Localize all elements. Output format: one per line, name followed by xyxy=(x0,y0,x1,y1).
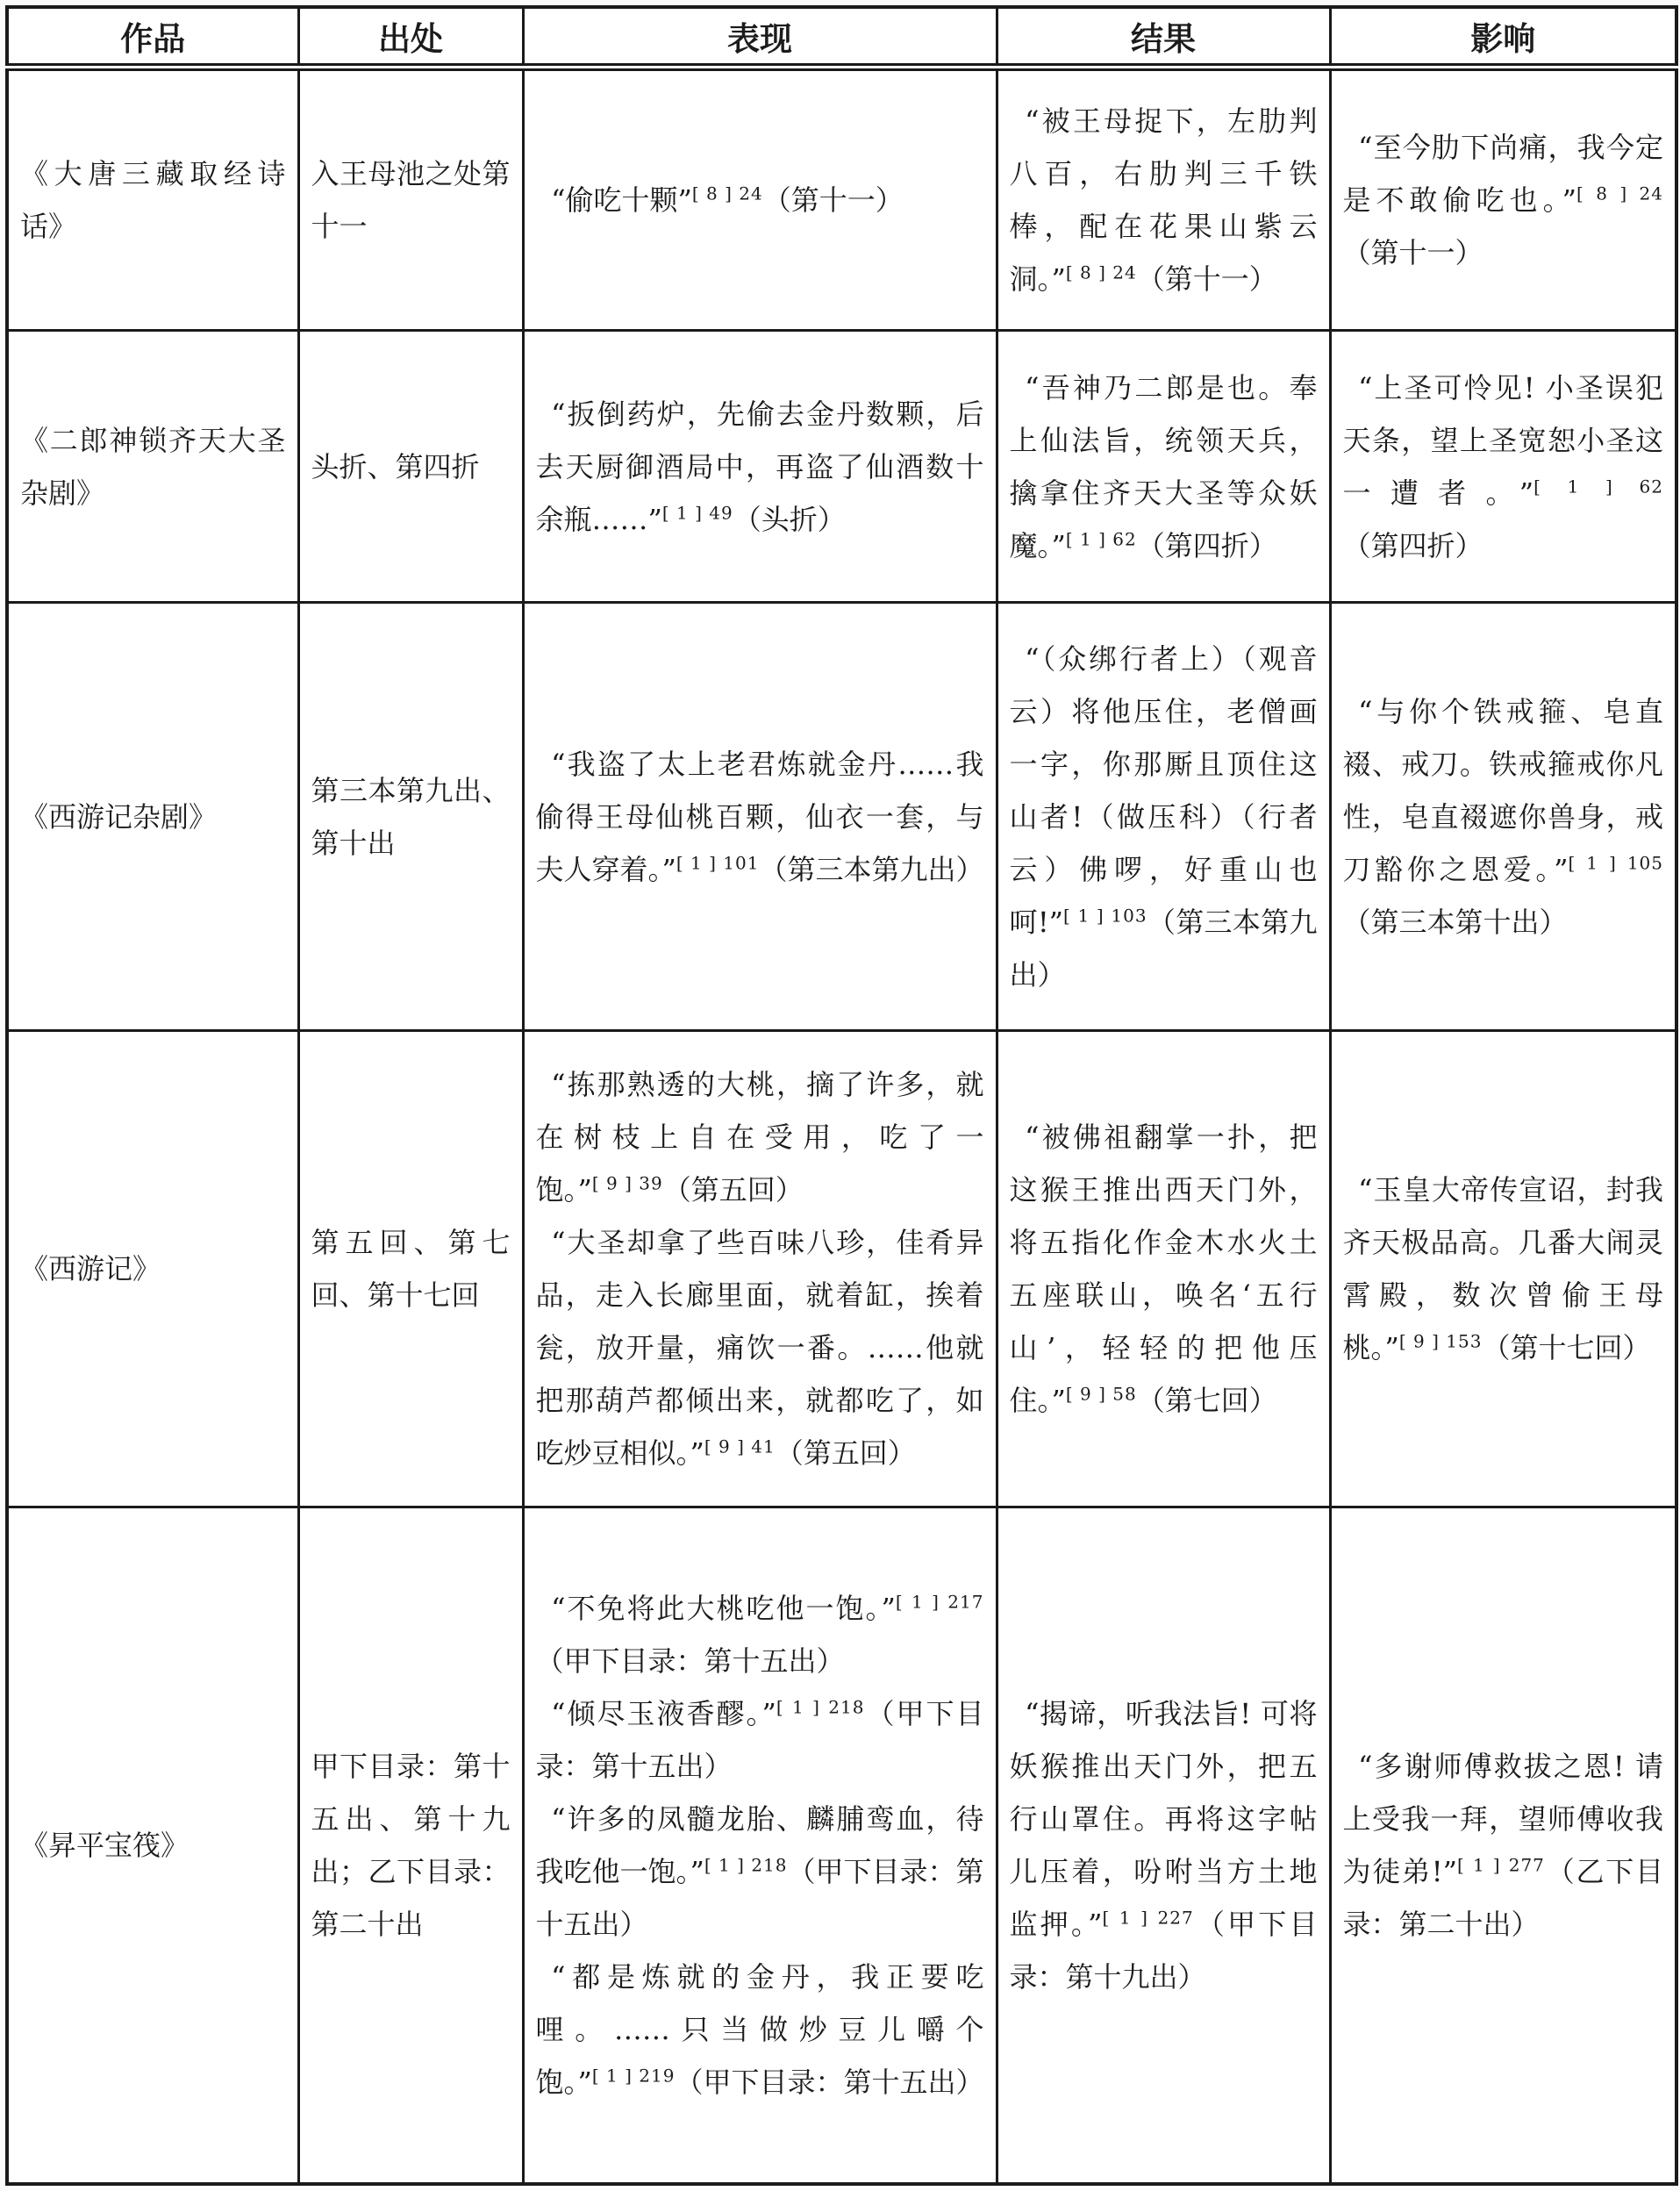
work-cell-text: 《西游记》 xyxy=(20,1252,161,1285)
citation-ref: [ 1 ] 101 xyxy=(676,851,760,873)
col-header-result: 结果 xyxy=(997,7,1330,68)
work-cell-text: 《大唐三藏取经诗话》 xyxy=(20,157,286,243)
result-cell xyxy=(997,1031,1330,1507)
performance-cell xyxy=(523,1031,997,1507)
citation-ref: [ 9 ] 153 xyxy=(1398,1330,1483,1352)
literature-table xyxy=(5,5,1678,2186)
quote-paragraph: “吾神乃二郎是也。奉上仙法旨，统领天兵，擒拿住齐天大圣等众妖魔。”$^{[ 1 ] 62}$（第四折） xyxy=(1009,370,1318,562)
quote-paragraph: “至今肋下尚痛，我今定是不敢偷吃也。”$^{[ 8 ] 24}$（第十一） xyxy=(1342,131,1663,269)
source-cell xyxy=(298,1031,523,1507)
result-cell xyxy=(997,331,1330,603)
source-cell xyxy=(298,603,523,1031)
table-row xyxy=(7,1031,1676,1507)
source-cell-text: 甲下目录：第十五出、第十九出；乙下目录：第二十出 xyxy=(311,1749,511,1941)
quote-paragraph: “倾尽玉液香醪。”$^{[ 1 ] 218}$（甲下目录：第十五出） xyxy=(535,1696,984,1783)
citation-ref: [ 9 ] 39 xyxy=(591,1172,663,1194)
quote-paragraph: “被王母捉下，左肋判八百，右肋判三千铁棒，配在花果山紫云洞。”$^{[ 8 ] 24}$（第十一） xyxy=(1009,104,1318,296)
citation-ref: [ 1 ] 218 xyxy=(776,1696,865,1718)
citation-ref: [ 1 ] 218 xyxy=(704,1854,788,1876)
quote-paragraph: “偷吃十颗”$^{[ 8 ] 24}$（第十一） xyxy=(551,183,904,217)
source-cell xyxy=(298,68,523,331)
quote-paragraph: “玉皇大帝传宣诏，封我齐天极品高。几番大闹灵霄殿，数次曾偷王母桃。”$^{[ 9 ] 153}$（第十七回） xyxy=(1342,1173,1663,1364)
citation-ref: [ 9 ] 58 xyxy=(1065,1383,1137,1405)
result-cell xyxy=(997,68,1330,331)
quote-paragraph: “多谢师傅救拔之恩! 请上受我一拜，望师傅收我为徒弟!”$^{[ 1 ] 277}$（乙下目录：第二十出） xyxy=(1342,1749,1663,1941)
citation-ref: [ 1 ] 219 xyxy=(591,2065,676,2087)
quote-paragraph: “与你个铁戒箍、皂直裰、戒刀。铁戒箍戒你凡性，皂直裰遮你兽身，戒刀豁你之恩爱。”$^{[ 1 ] 105}$（第三本第十出） xyxy=(1342,694,1663,939)
citation-ref: [ 1 ] 103 xyxy=(1063,904,1147,926)
influence-cell xyxy=(1330,1031,1676,1507)
work-cell xyxy=(7,331,298,603)
work-cell xyxy=(7,603,298,1031)
quote-paragraph: “我盗了太上老君炼就金丹……我偷得王母仙桃百颗，仙衣一套，与夫人穿着。”$^{[ 1 ] 101}$（第三本第九出） xyxy=(535,747,984,886)
table-header xyxy=(7,7,1676,68)
citation-ref: [ 8 ] 24 xyxy=(691,183,763,204)
citation-ref: [ 8 ] 24 xyxy=(1065,261,1137,283)
table-body xyxy=(7,68,1676,2184)
citation-ref: [ 1 ] 62 xyxy=(1065,527,1137,549)
source-cell-text: 第三本第九出、第十出 xyxy=(311,773,511,860)
quote-paragraph: “（众绑行者上）（观音云）将他压住，老僧画一字，你那厮且顶住这山者!（做压科）（行者云）佛啰，好重山也呵!”$^{[ 1 ] 103}$（第三本第九出） xyxy=(1009,641,1318,992)
performance-cell xyxy=(523,331,997,603)
work-cell xyxy=(7,68,298,331)
quote-paragraph: “揭谛，听我法旨! 可将妖猴推出天门外，把五行山罩住。再将这字帖儿压着，吩咐当方土地监押。”$^{[ 1 ] 227}$（甲下目录：第十九出） xyxy=(1009,1696,1318,1994)
influence-cell xyxy=(1330,1507,1676,2184)
quote-paragraph: “上圣可怜见! 小圣误犯天条，望上圣宽恕小圣这一遭者。”$^{[ 1 ] 62}$（第四折） xyxy=(1342,370,1663,562)
col-header-influence: 影响 xyxy=(1330,7,1676,68)
result-cell xyxy=(997,603,1330,1031)
work-cell xyxy=(7,1031,298,1507)
source-cell-text: 头折、第四折 xyxy=(311,449,480,483)
source-cell xyxy=(298,331,523,603)
work-cell xyxy=(7,1507,298,2184)
result-cell xyxy=(997,1507,1330,2184)
citation-ref: [ 1 ] 217 xyxy=(895,1591,984,1613)
citation-ref: [ 1 ] 49 xyxy=(661,501,733,523)
quote-paragraph: “大圣却拿了些百味八珍，佳肴异品，走入长廊里面，就着缸，挨着瓮，放开量，痛饮一番。……他就把那葫芦都倾出来，就都吃了，如吃炒豆相似。”$^{[ 9 ] 41}$（第五回） xyxy=(535,1226,984,1470)
citation-ref: [ 1 ] 105 xyxy=(1568,851,1663,873)
col-header-work: 作品 xyxy=(7,7,298,68)
citation-ref: [ 1 ] 227 xyxy=(1102,1907,1194,1929)
quote-paragraph: “不免将此大桃吃他一饱。”$^{[ 1 ] 217}$（甲下目录：第十五出） xyxy=(535,1591,984,1678)
col-header-performance: 表现 xyxy=(523,7,997,68)
table-row xyxy=(7,603,1676,1031)
performance-cell xyxy=(523,68,997,331)
work-cell-text: 《西游记杂剧》 xyxy=(20,799,218,834)
header-row xyxy=(7,7,1676,68)
performance-cell xyxy=(523,1507,997,2184)
performance-cell xyxy=(523,603,997,1031)
citation-ref: [ 1 ] 62 xyxy=(1533,475,1663,497)
citation-ref: [ 1 ] 277 xyxy=(1457,1854,1545,1876)
quote-paragraph: “扳倒药炉，先偷去金丹数颗，后去天厨御酒局中，再盗了仙酒数十余瓶……”$^{[ 1 ] 49}$（头折） xyxy=(535,397,984,536)
influence-cell xyxy=(1330,603,1676,1031)
work-cell-text: 《二郎神锁齐天大圣杂剧》 xyxy=(20,423,286,510)
quote-paragraph: “拣那熟透的大桃，摘了许多，就在树枝上自在受用，吃了一饱。”$^{[ 9 ] 39}$（第五回） xyxy=(535,1068,984,1206)
work-cell-text: 《昇平宝筏》 xyxy=(20,1828,189,1862)
quote-paragraph: “都是炼就的金丹，我正要吃哩。……只当做炒豆儿嚼个饱。”$^{[ 1 ] 219}$（甲下目录：第十五出） xyxy=(535,1959,984,2099)
table-row xyxy=(7,331,1676,603)
col-header-source: 出处 xyxy=(298,7,523,68)
citation-ref: [ 8 ] 24 xyxy=(1576,183,1663,204)
quote-paragraph: “许多的凤髓龙胎、麟脯鸾血，待我吃他一饱。”$^{[ 1 ] 218}$（甲下目录：第十五出） xyxy=(535,1801,984,1941)
source-cell-text: 第五回、第七回、第十七回 xyxy=(311,1226,511,1312)
influence-cell xyxy=(1330,68,1676,331)
table-row xyxy=(7,1507,1676,2184)
citation-ref: [ 9 ] 41 xyxy=(704,1436,776,1457)
source-cell-text: 入王母池之处第十一 xyxy=(311,157,511,243)
table-row xyxy=(7,68,1676,331)
quote-paragraph: “被佛祖翻掌一扑，把这猴王推出西天门外，将五指化作金木水火土五座联山，唤名‘五行山’，轻轻的把他压住。”$^{[ 9 ] 58}$（第七回） xyxy=(1009,1121,1318,1417)
source-cell xyxy=(298,1507,523,2184)
influence-cell xyxy=(1330,331,1676,603)
